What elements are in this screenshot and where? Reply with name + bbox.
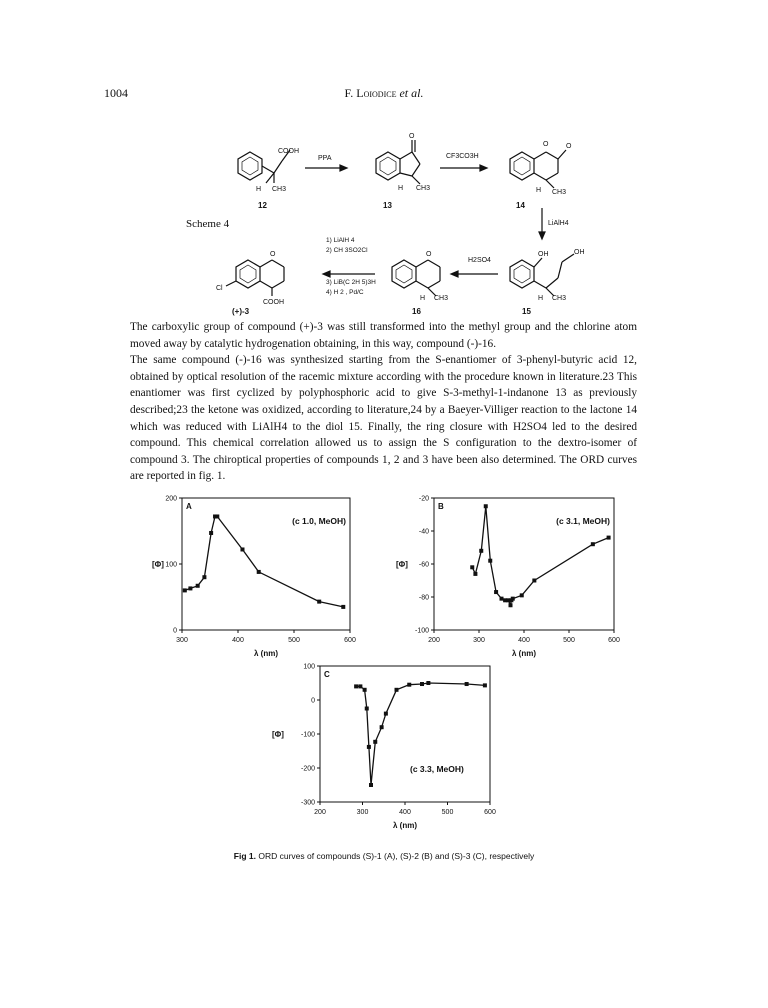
data-point xyxy=(209,531,213,535)
compound-14-structure xyxy=(510,150,566,188)
panel-letter: A xyxy=(186,502,192,511)
ord-chart-c xyxy=(270,660,500,840)
data-point xyxy=(494,590,498,594)
data-point xyxy=(420,682,424,686)
x-tick-label: 200 xyxy=(428,637,440,644)
y-tick-label: -200 xyxy=(300,765,315,773)
scheme-4-diagram xyxy=(150,128,630,318)
running-head xyxy=(0,86,768,101)
reagent-peracid: CF3CO3H xyxy=(446,153,479,160)
label-14-o: O xyxy=(566,143,572,150)
data-point xyxy=(367,745,371,749)
label-12-h: H xyxy=(256,186,262,193)
label-13-h: H xyxy=(398,185,404,192)
x-axis-label: λ (nm) xyxy=(393,821,417,830)
data-point xyxy=(196,584,200,588)
data-point xyxy=(215,514,219,518)
data-point xyxy=(240,547,244,551)
compound-number-14: 14 xyxy=(516,201,525,210)
x-tick-label: 300 xyxy=(356,809,369,816)
data-point xyxy=(317,600,321,604)
label-16-o: O xyxy=(426,251,432,258)
reagent-multistep-4: 4) H 2 , Pd/C xyxy=(326,289,364,296)
series-line xyxy=(185,517,343,607)
x-tick-label: 200 xyxy=(314,809,326,816)
data-point xyxy=(365,707,369,711)
compound-number-15: 15 xyxy=(522,307,531,316)
label-15-oh2: OH xyxy=(574,249,585,256)
x-axis-label: λ (nm) xyxy=(512,649,536,658)
label-13-ch3: CH3 xyxy=(416,185,431,192)
reagent-multistep-1: 1) LiAlH 4 xyxy=(326,237,355,244)
compound-16-structure xyxy=(392,260,440,296)
ord-chart-a xyxy=(150,492,360,660)
data-point xyxy=(479,549,483,553)
compound-number-13: 13 xyxy=(383,201,392,210)
x-tick-label: 600 xyxy=(608,637,620,644)
data-point xyxy=(484,504,488,508)
data-point xyxy=(202,575,206,579)
reagent-ppa: PPA xyxy=(318,155,332,162)
page-number: 1004 xyxy=(104,86,128,100)
data-point xyxy=(183,588,187,592)
body-paragraph-2: The same compound (-)-16 was synthesized starting from the S-enantiomer of 3-phenyl-butyric acid 12, obtained by optical resolution of the racemic mixture according with the procedure known in literature.23 This enantiomer was first cyclized by polyphosphoric acid to give S-3-methyl-1-indanone 13 as previously described;23 the ketone was oxidized, according to literature,24 by a Baeyer-Villiger reaction to the lactone 14 which was reduced with LiAlH4 to the diol 15. Finally, the ring closure with H2SO4 led to the desired compound. This chemical correlation allowed us to assign the S configuration to the dextro-isomer of compound 3. The chiroptical properties of compounds 1, 2 and 3 have been also determined. The ORD curves are reported in fig. 1. xyxy=(130,354,637,483)
y-tick-label: -80 xyxy=(418,594,429,602)
body-text xyxy=(130,319,637,485)
y-tick-label: 100 xyxy=(303,663,315,671)
label-16-ch3: CH3 xyxy=(434,295,449,302)
chart-annotation: (c 3.3, MeOH) xyxy=(410,764,464,774)
figure-caption xyxy=(0,851,768,861)
data-point xyxy=(520,593,524,597)
data-point xyxy=(188,586,192,590)
x-tick-label: 400 xyxy=(518,637,530,644)
x-axis-label: λ (nm) xyxy=(254,649,278,658)
reagent-h2so4: H2SO4 xyxy=(468,257,491,264)
ord-chart-b xyxy=(394,492,624,660)
compound-plus-3-structure xyxy=(226,260,284,296)
panel-letter: B xyxy=(438,502,444,511)
label-16-h: H xyxy=(420,295,426,302)
caption-text: ORD curves of compounds (S)-1 (A), (S)-2 (B) and (S)-3 (C), respectively xyxy=(258,851,535,861)
chart-annotation: (c 3.1, MeOH) xyxy=(556,516,610,526)
chart-annotation: (c 1.0, MeOH) xyxy=(292,516,346,526)
label-12-cooh: COOH xyxy=(278,148,299,155)
data-point xyxy=(483,683,487,687)
y-tick-label: -40 xyxy=(418,528,429,536)
y-tick-label: 200 xyxy=(165,495,177,503)
y-tick-label: -100 xyxy=(300,731,315,739)
x-tick-label: 500 xyxy=(563,637,575,644)
x-tick-label: 500 xyxy=(288,637,300,644)
data-point xyxy=(354,684,358,688)
label-14-ch3: CH3 xyxy=(552,189,567,196)
panel-letter: C xyxy=(324,670,330,679)
y-tick-label: -100 xyxy=(414,627,429,635)
compound-number-plus-3: (+)-3 xyxy=(232,307,250,316)
label-15-h: H xyxy=(538,295,544,302)
data-point xyxy=(407,683,411,687)
x-tick-label: 400 xyxy=(232,637,244,644)
label-15-ch3: CH3 xyxy=(552,295,567,302)
data-point xyxy=(384,712,388,716)
compound-number-16: 16 xyxy=(412,307,421,316)
data-point xyxy=(341,605,345,609)
data-point xyxy=(257,570,261,574)
data-point xyxy=(591,542,595,546)
data-point xyxy=(470,565,474,569)
data-point xyxy=(509,603,513,607)
y-tick-label: 100 xyxy=(165,561,177,569)
compound-15-structure xyxy=(510,254,574,296)
x-tick-label: 500 xyxy=(441,809,454,816)
data-point xyxy=(369,783,373,787)
reagent-multistep-3: 3) LiB(C 2H 5)3H xyxy=(326,279,376,286)
data-point xyxy=(473,572,477,576)
x-tick-label: 300 xyxy=(176,637,188,644)
compound-number-12: 12 xyxy=(258,201,267,210)
y-tick-label: -300 xyxy=(300,799,315,807)
body-paragraph-1: The carboxylic group of compound (+)-3 was still transformed into the methyl group and the chlorine atom moved away by catalytic hydrogenation obtaining, in this way, compound (-)-16. xyxy=(130,321,637,350)
label-14-h: H xyxy=(536,187,542,194)
label-12-ch3: CH3 xyxy=(272,186,287,193)
y-tick-label: 0 xyxy=(173,627,177,635)
y-tick-label: 0 xyxy=(311,697,315,705)
running-head-author: F. Loiodice xyxy=(344,86,397,100)
label-3-cooh: COOH xyxy=(263,299,284,306)
x-tick-label: 600 xyxy=(344,637,356,644)
caption-prefix: Fig 1. xyxy=(233,851,256,861)
x-tick-label: 600 xyxy=(484,809,496,816)
data-point xyxy=(607,536,611,540)
running-head-etal: et al. xyxy=(399,86,424,100)
compound-13-structure xyxy=(376,140,420,184)
data-point xyxy=(363,688,367,692)
y-tick-label: -20 xyxy=(418,495,429,503)
label-14-ring-o: O xyxy=(543,141,549,148)
data-point xyxy=(500,597,504,601)
data-point xyxy=(373,740,377,744)
x-tick-label: 400 xyxy=(399,809,411,816)
label-13-o: O xyxy=(409,133,415,140)
reagent-multistep-2: 2) CH 3SO2Cl xyxy=(326,247,368,254)
reagent-lialh4: LiAlH4 xyxy=(548,220,569,227)
label-15-oh1: OH xyxy=(538,251,549,258)
y-axis-label: [Φ] xyxy=(396,560,408,569)
y-axis-label: [Φ] xyxy=(152,560,164,569)
data-point xyxy=(511,597,515,601)
y-axis-label: [Φ] xyxy=(272,730,284,739)
data-point xyxy=(488,559,492,563)
x-tick-label: 300 xyxy=(473,637,485,644)
data-point xyxy=(358,684,362,688)
label-3-o: O xyxy=(270,251,276,258)
label-3-cl: Cl xyxy=(216,285,223,292)
data-point xyxy=(532,579,536,583)
data-point xyxy=(395,688,399,692)
scheme-label: Scheme 4 xyxy=(186,218,230,230)
data-point xyxy=(426,681,430,685)
data-point xyxy=(380,725,384,729)
y-tick-label: -60 xyxy=(418,561,429,569)
data-point xyxy=(465,682,469,686)
